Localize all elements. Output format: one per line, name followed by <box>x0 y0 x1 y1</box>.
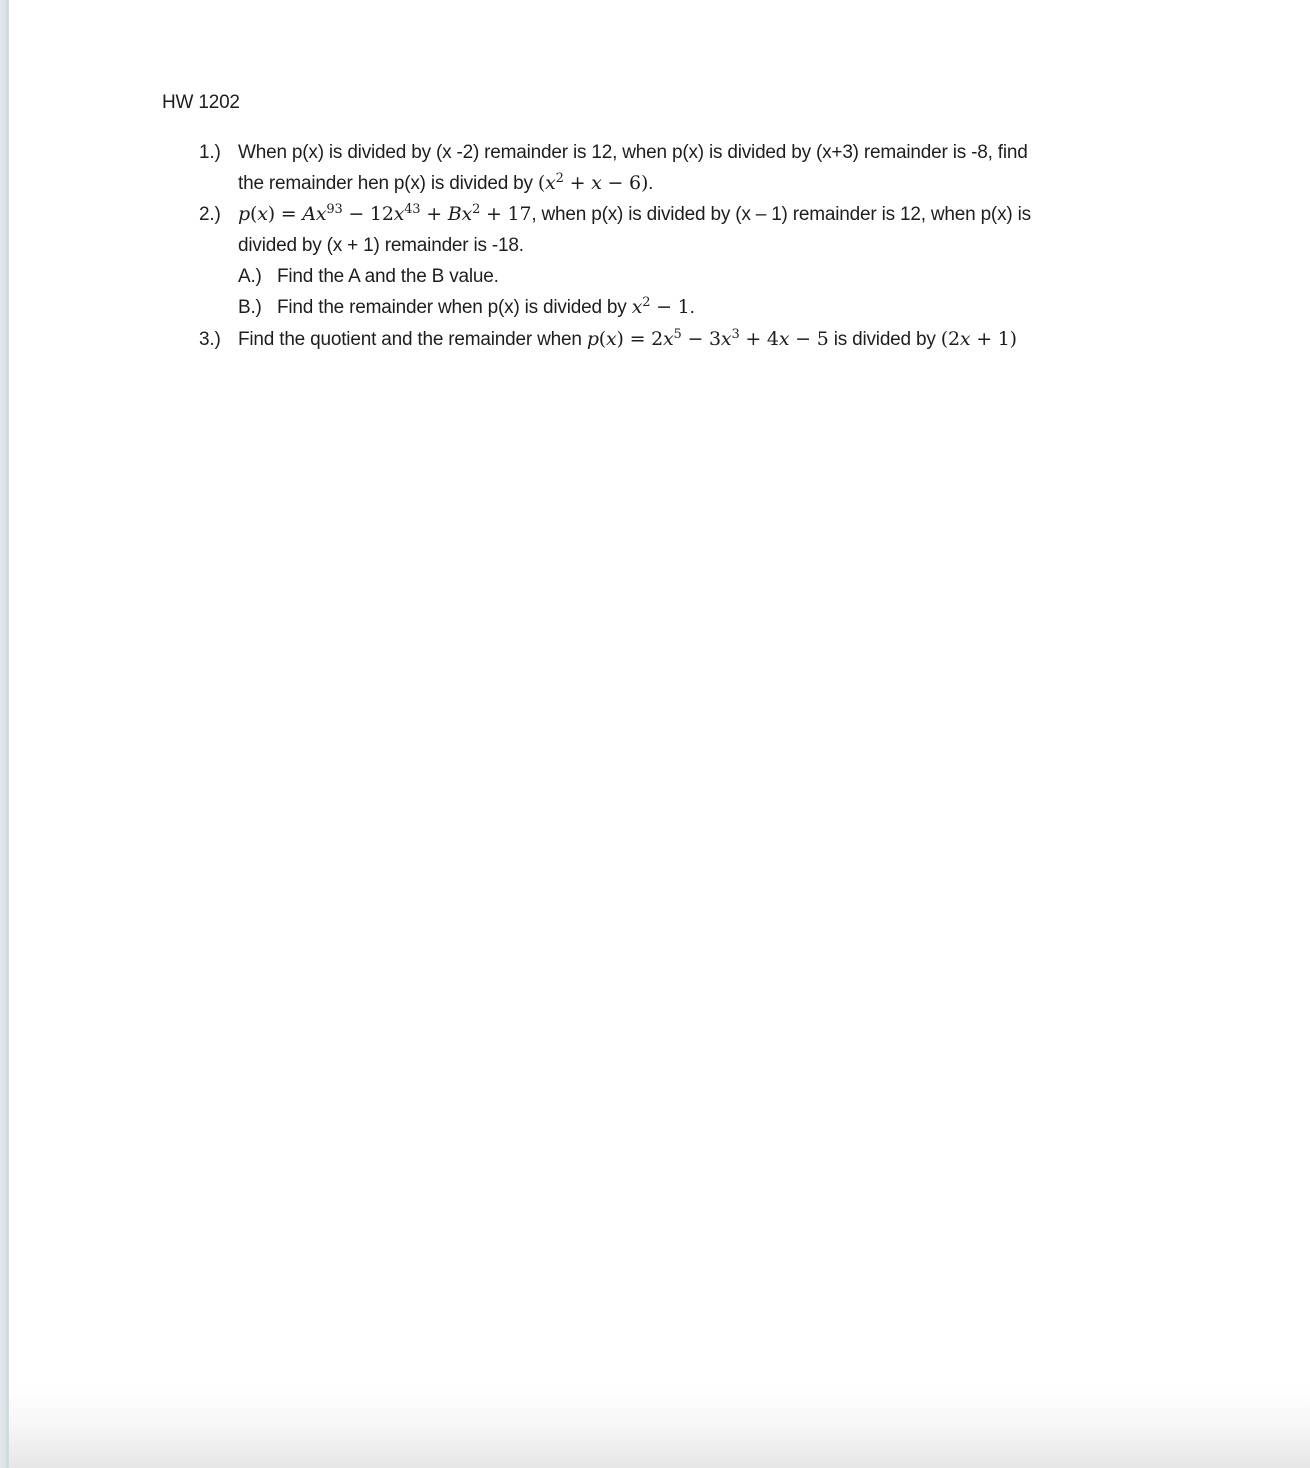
problem-text-line: When p(x) is divided by (x -2) remainder is 12, when p(x) is divided by (x+3) remainder is -8, find <box>238 142 1028 163</box>
problem-text: , when p(x) is divided by (x – 1) remainder is 12, when p(x) is <box>531 204 1031 225</box>
problem-body <box>238 324 1158 355</box>
subpart-text: Find the remainder when p(x) is divided by <box>277 297 632 318</box>
problem-text: is divided by <box>828 329 941 350</box>
problem-text-line <box>238 324 1158 355</box>
subpart-text: . <box>689 297 695 318</box>
math-expression: $x^2 - 1$ <box>631 295 690 318</box>
problem-number: 2.) <box>199 204 221 225</box>
subpart-body <box>277 292 695 323</box>
problem-body <box>238 199 1158 261</box>
problem-text: . <box>648 173 654 194</box>
window-left-edge <box>0 0 9 1468</box>
math-expression: $p(x) = 2x^5 - 3x^3 + 4x - 5$ <box>586 327 829 350</box>
subpart-label: A.) <box>238 266 262 287</box>
math-expression: $p(x) = Ax^{93} - 12x^{43} + Bx^2 + 17$ <box>238 202 532 225</box>
document-title: HW 1202 <box>162 92 240 113</box>
math-expression: (2x + 1) <box>940 328 1017 350</box>
math-expression: $(x^2 + x - 6)$ <box>537 171 649 194</box>
problem-number: 1.) <box>199 142 221 163</box>
page-bottom-shadow <box>9 1388 1310 1468</box>
problem-text-line <box>238 199 1158 230</box>
subpart-label: B.) <box>238 297 262 318</box>
problem-body <box>238 137 1158 199</box>
document-page <box>9 0 1310 1388</box>
problem-number: 3.) <box>199 329 221 350</box>
problem-text: Find the quotient and the remainder when <box>238 329 587 350</box>
problem-text: the remainder hen p(x) is divided by <box>238 173 538 194</box>
subpart-text: Find the A and the B value. <box>277 266 499 287</box>
problem-text-line: divided by (x + 1) remainder is -18. <box>238 235 524 256</box>
problem-text-line <box>238 168 1158 199</box>
